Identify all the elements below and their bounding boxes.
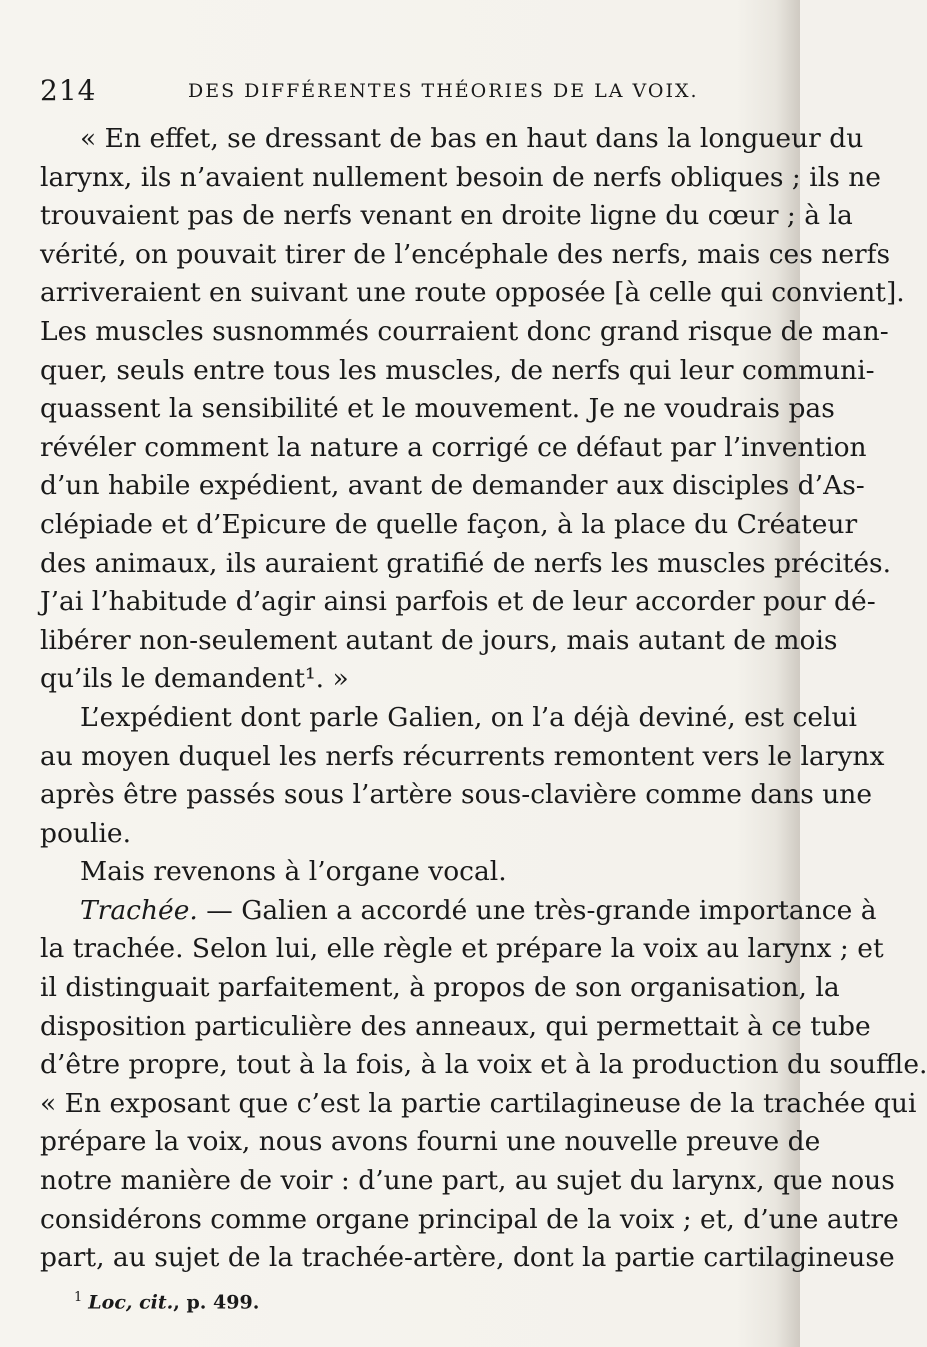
text-line: la trachée. Selon lui, elle règle et prépare la voix au larynx ; et bbox=[40, 933, 884, 965]
text-line: Mais revenons à l’organe vocal. bbox=[80, 856, 507, 888]
footnote bbox=[74, 1290, 259, 1313]
text-line: d’un habile expédient, avant de demander aux disciples d’As- bbox=[40, 470, 865, 502]
text-line: prépare la voix, nous avons fourni une nouvelle preuve de bbox=[40, 1126, 821, 1158]
text-line: il distinguait parfaitement, à propos de son organisation, la bbox=[40, 972, 840, 1004]
text-line: qu’ils le demandent¹. » bbox=[40, 663, 349, 695]
text-line-trachee bbox=[40, 892, 877, 931]
text-line: après être passés sous l’artère sous-clavière comme dans une bbox=[40, 779, 873, 811]
page-header bbox=[40, 74, 760, 106]
text-line: « En exposant que c’est la partie cartilagineuse de la trachée qui bbox=[40, 1087, 917, 1119]
text-line: notre manière de voir : d’une part, au sujet du larynx, que nous bbox=[40, 1165, 895, 1197]
page-number: 214 bbox=[40, 74, 97, 107]
text-line: d’être propre, tout à la fois, à la voix et à la production du souffle. bbox=[40, 1049, 927, 1081]
text-line: trouvaient pas de nerfs venant en droite ligne du cœur ; à la bbox=[40, 200, 853, 232]
body-text bbox=[40, 120, 927, 1278]
text-line: révéler comment la nature a corrigé ce défaut par l’invention bbox=[40, 431, 867, 463]
footnote-number: 1 bbox=[74, 1290, 83, 1305]
footnote-citation: Loc, cit. bbox=[88, 1291, 174, 1314]
running-title: DES DIFFÉRENTES THÉORIES DE LA VOIX. bbox=[188, 80, 699, 102]
text-line: poulie. bbox=[40, 817, 132, 849]
text-line: des animaux, ils auraient gratifié de nerfs les muscles précités. bbox=[40, 547, 892, 579]
text-line: L’expédient dont parle Galien, on l’a déjà deviné, est celui bbox=[80, 701, 858, 733]
text-segment: — Galien a accordé une très-grande importance à bbox=[206, 894, 877, 926]
text-line: « En effet, se dressant de bas en haut dans la longueur du bbox=[80, 123, 864, 154]
text-line: considérons comme organe principal de la voix ; et, d’une autre bbox=[40, 1203, 899, 1235]
text-line: disposition particulière des anneaux, qui permettait à ce tube bbox=[40, 1010, 871, 1042]
text-line: larynx, ils n’avaient nullement besoin de nerfs obliques ; ils ne bbox=[40, 161, 881, 193]
text-line: au moyen duquel les nerfs récurrents remontent vers le larynx bbox=[40, 740, 885, 772]
text-line: vérité, on pouvait tirer de l’encéphale des nerfs, mais ces nerfs bbox=[40, 238, 891, 270]
text-line: arriveraient en suivant une route opposée [à celle qui convient]. bbox=[40, 277, 905, 309]
text-line: clépiade et d’Epicure de quelle façon, à la place du Créateur bbox=[40, 508, 858, 540]
text-line: libérer non-seulement autant de jours, mais autant de mois bbox=[40, 624, 838, 656]
text-line: quassent la sensibilité et le mouvement. Je ne voudrais pas bbox=[40, 393, 835, 425]
text-line: Les muscles susnommés courraient donc grand risque de man- bbox=[40, 315, 889, 347]
footnote-page: , p. 499. bbox=[173, 1291, 260, 1314]
text-line: part, au sujet de la trachée-artère, dont la partie cartilagineuse bbox=[40, 1242, 895, 1274]
section-label: Trachée. bbox=[80, 894, 198, 926]
text-line: quer, seuls entre tous les muscles, de nerfs qui leur communi- bbox=[40, 354, 875, 386]
text-line: J’ai l’habitude d’agir ainsi parfois et de leur accorder pour dé- bbox=[40, 586, 876, 618]
